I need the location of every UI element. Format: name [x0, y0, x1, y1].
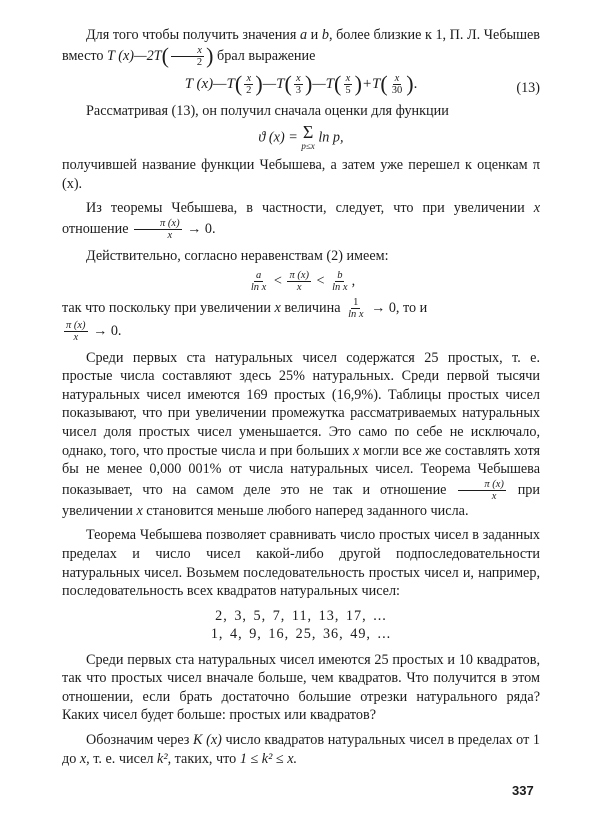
fraction-pi-x-over-x: $\frac{\pi (x)}{x}$	[134, 218, 182, 241]
sequences	[62, 607, 540, 643]
formula-inequality: $\frac{a}{\text{ln x}}$ < $\frac{\pi (x)}{x}$ < $\frac{b}{\text{ln x}}$ ,	[250, 269, 356, 293]
equation-number: (13)	[516, 79, 540, 96]
paragraph-indeed: Действительно, согласно неравенствам (2) имеем:	[86, 247, 389, 264]
sequence-primes: 2, 3, 5, 7, 11, 13, 17, ...	[215, 607, 387, 624]
paragraph-intro: Для того чтобы получить значения a и b, более близкие к 1, П. Л. Чебышев вместо T (x)—2T( $\frac{x}{2}$ ) брал выражение	[62, 27, 540, 68]
page-text	[62, 26, 540, 768]
expression-t: T (x)—2T	[107, 47, 162, 64]
page-number: 337	[512, 783, 534, 798]
text-run: и	[307, 27, 322, 43]
fraction-x-over-30: $\frac{x}{30}$	[391, 72, 403, 96]
paragraph-so-that: так что поскольку при увеличении x величина $\frac{1}{\text{ln x}}$ → 0, то и $\frac{\pi (x)}{x}$ → 0.	[62, 296, 428, 343]
var-b: b	[321, 27, 329, 43]
fraction-x-over-2: $\frac{x}{2}$	[246, 72, 252, 96]
sequence-squares: 1, 4, 9, 16, 25, 36, 49, ...	[210, 625, 392, 642]
fraction-x-over-2: $\frac{x}{2}$	[171, 45, 204, 68]
var-a: a	[300, 27, 308, 43]
text-run: , более близкие к 1, П. Л. Чебышев вместо	[62, 27, 540, 64]
fraction-x-over-5: $\frac{x}{5}$	[345, 72, 351, 96]
paragraph-denote: Обозначим через K (x) число квадратов натуральных чисел в пределах от 1 до x, т. е. чисел k², таких, что 1 ≤ k² ≤ x.	[62, 732, 540, 767]
paragraph-chebyshev-function: получившей название функции Чебышева, а затем уже перешел к оценкам π (x).	[62, 157, 540, 192]
summation-symbol: Σ p≤x	[301, 122, 315, 152]
text-run: Для того чтобы получить значения	[86, 27, 300, 43]
paragraph-squares-question: Среди первых ста натуральных чисел имеются 25 простых и 10 квадратов, так что простых чисел вначале больше, чем квадратов. Что получится в этом отношении, если брать достаточно большие отрезки натурального ряда? Каких чисел будет больше: простых или квадратов?	[62, 651, 540, 724]
paragraph-comparison: Теорема Чебышева позволяет сравнивать число простых чисел в заданных пределах и число чисел какой-либо другой подпоследовательности натуральных чисел. Возьмем последовательность простых чисел и, например, последовательность всех квадратов натуральных чисел:	[62, 527, 540, 600]
paragraph-first-hundred: Среди первых ста натуральных чисел содержатся 25 простых, т. е. простые числа составляют здесь 25% натуральных. Среди первой тысячи натуральных чисел имеются 169 простых (16,9%). Таблицы простых чисел показывают, что при увеличении промежутка рассматриваемых натуральных чисел доля простых чисел уменьшается. Это само по себе не исключало, однако, того, что простые числа и при больших x могли все же составлять хотя бы не менее 0,000 001% от числа натуральных чисел. Теорема Чебышева показывает, что на самом деле это не так и отношение $\frac{\pi (x)}{x}$ при увеличении x становится меньше любого наперед заданного числа.	[62, 349, 540, 519]
paragraph-theorem-consequence: Из теоремы Чебышева, в частности, следует, что при увеличении x отношение $\frac{\pi (x)}{x}$ → 0.	[62, 200, 540, 241]
formula-13: T (x)—T( $\frac{x}{2}$ )—T( $\frac{x}{3}$ )—T( $\frac{x}{5}$ )+T( $\frac{x}{30}$ ). (13)	[184, 70, 540, 96]
paragraph-considering: Рассматривая (13), он получил сначала оценки для функции	[86, 102, 449, 119]
formula-theta: ϑ (x) = Σ p≤x ln p,	[258, 122, 344, 152]
text-run: брал выражение	[213, 47, 316, 64]
fraction-x-over-3: $\frac{x}{3}$	[295, 72, 302, 96]
